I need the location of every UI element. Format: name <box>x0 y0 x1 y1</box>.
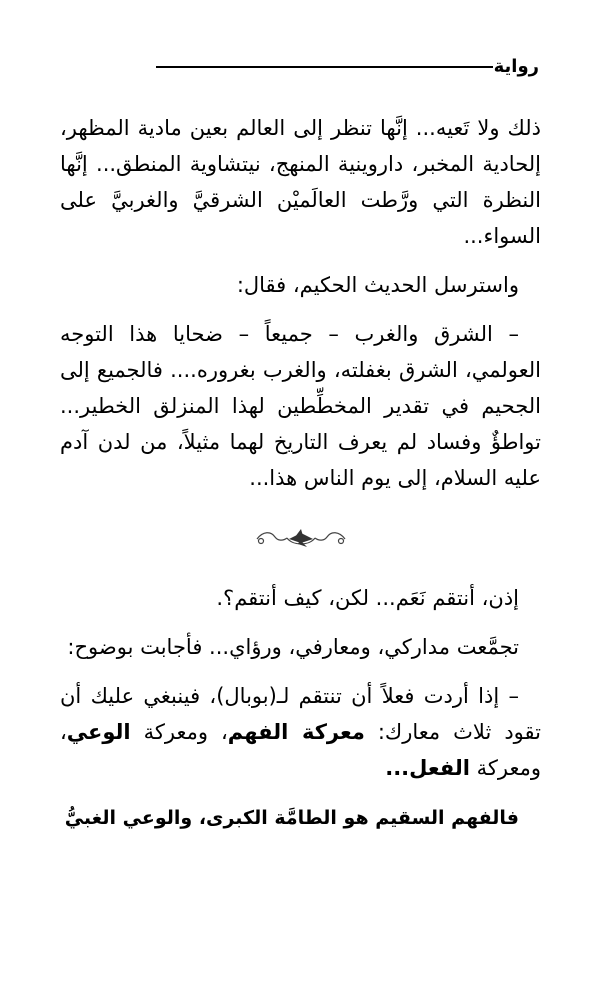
paragraph-3: – الشرق والغرب – جميعاً – ضحايا هذا التوجه العولمي، الشرق بغفلته، والغرب بغروره.... فالجميع إلى الجحيم في تقدير المخطِّطين لهذا المنزلق الخطير... تواطؤٌ وفساد لم يعرف التاريخ لهما مثيلاً، من لدن آدم عليه السلام، إلى يوم الناس هذا... <box>60 322 541 490</box>
p6-sep-1: ، ومعركة <box>130 720 228 744</box>
running-header <box>156 52 539 82</box>
paragraph-6 <box>60 678 541 786</box>
paragraph-5: تجمَّعت مداركي، ومعارفي، ورؤاي... فأجابت بوضوح: <box>67 635 519 659</box>
p6-bold-1: معركة الفهم <box>227 720 365 744</box>
paragraph-7: فالفهم السقيم هو الطامَّة الكبرى، والوعي الغبيُّ <box>64 807 519 829</box>
paragraph-4: إذن، أنتقم نَعَم... لكن، كيف أنتقم؟. <box>216 586 519 610</box>
paragraph-1: ذلك ولا تَعيه... إنَّها تنظر إلى العالم بعين مادية المظهر، إلحادية المخبر، داروينية المنهج، نيتشاوية المنطق... إنَّها النظرة التي ورَّطت العالَميْن الشرقيَّ والغربيَّ على السواء... <box>60 116 541 248</box>
p6-sep-2: ، ومعركة <box>60 720 541 780</box>
p6-text: – إذا أردت فعلاً أن تنتقم لـ(بوبال)، فينبغي عليك أن تقود ثلاث معارك: <box>60 684 541 744</box>
page-body <box>60 110 541 836</box>
header-title: رواية <box>493 56 539 77</box>
header-rule <box>156 66 493 68</box>
floral-divider-icon <box>60 524 541 554</box>
paragraph-2: واسترسل الحديث الحكيم، فقال: <box>236 273 519 297</box>
p6-bold-3: الفعل... <box>385 756 470 780</box>
p6-bold-2: الوعي <box>66 720 131 744</box>
